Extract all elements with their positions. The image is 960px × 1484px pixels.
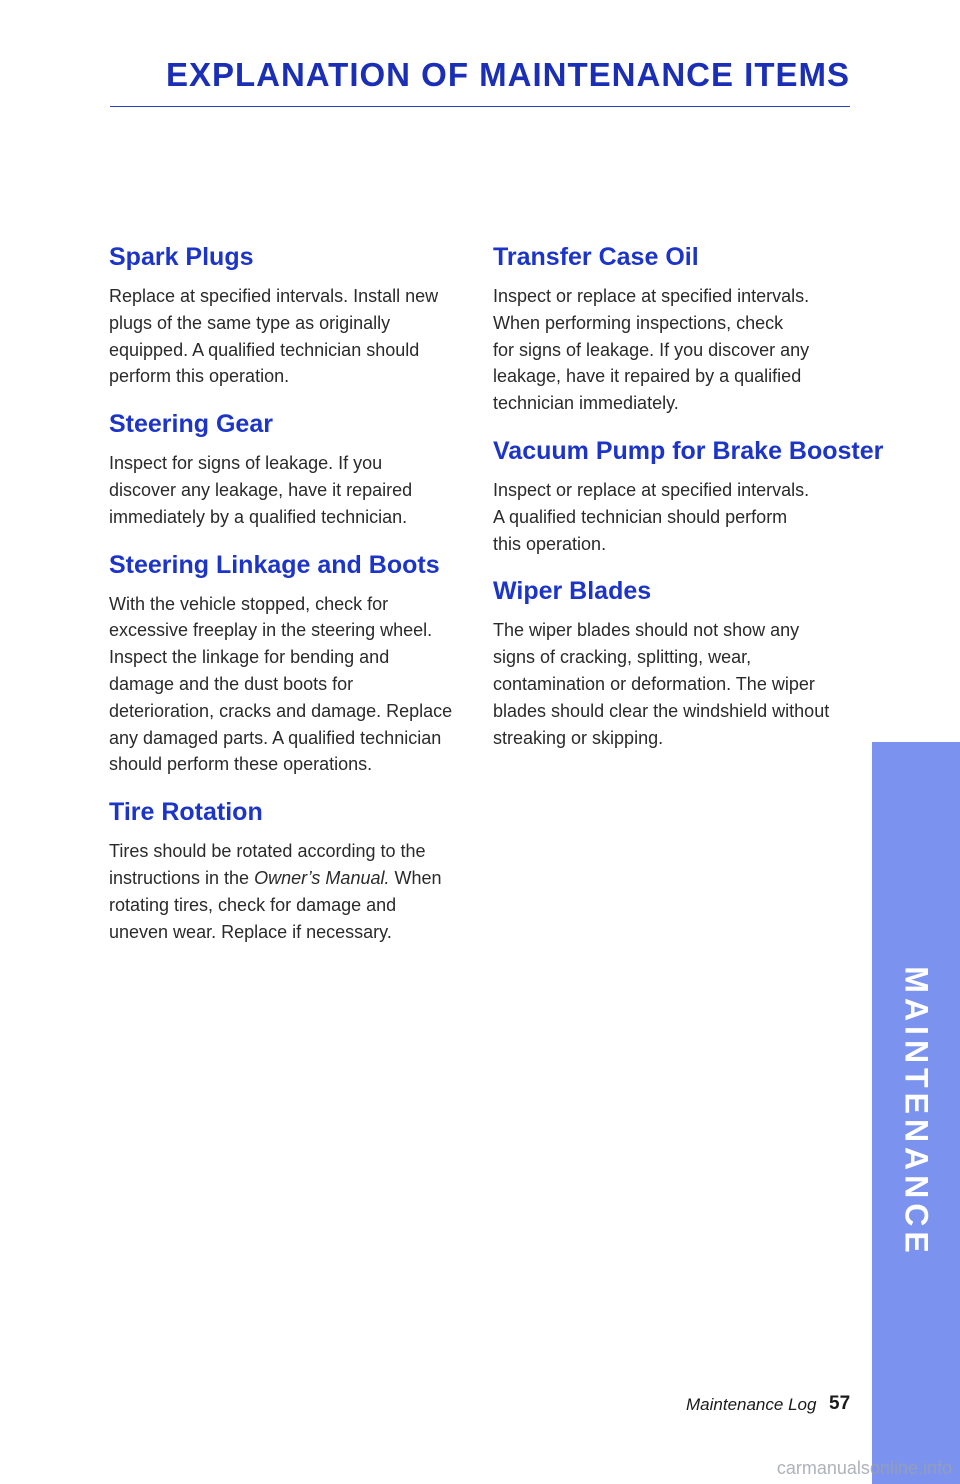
page-title: EXPLANATION OF MAINTENANCE ITEMS <box>165 56 850 93</box>
side-tab-label: MAINTENANCE <box>898 966 935 1258</box>
section-steering-linkage-and-boots <box>109 549 454 779</box>
section-transfer-case-oil <box>493 241 858 417</box>
watermark: carmanualsonline.info <box>776 1458 952 1478</box>
section-title: Transfer Case Oil <box>493 243 699 271</box>
section-title: Steering Gear <box>109 410 273 439</box>
section-title: Tire Rotation <box>109 798 263 827</box>
section-vacuum-pump-for-brake-booster <box>493 435 884 557</box>
left-column <box>109 241 454 963</box>
section-body: Inspect or replace at specified intervals. When performing inspections, check for signs of leakage. If you discover any leakage, have it repaired by a qualified technician immediately. <box>493 286 810 414</box>
section-spark-plugs <box>109 241 454 390</box>
section-steering-gear <box>109 408 454 530</box>
section-title: Steering Linkage and Boots <box>109 550 440 579</box>
section-body: Tires should be rotated according to the instructions in the Owner’s Manual. When rotating tires, check for damage and uneven wear. Replace if necessary. <box>109 841 442 942</box>
section-body: Inspect or replace at specified intervals. A qualified technician should perform this operation. <box>493 479 810 554</box>
header-divider <box>110 106 850 107</box>
section-title: Spark Plugs <box>109 243 254 271</box>
section-body: Inspect for signs of leakage. If you discover any leakage, have it repaired immediately by a qualified technician. <box>109 453 413 527</box>
section-title: Vacuum Pump for Brake Booster <box>493 436 884 465</box>
manual-reference: Owner’s Manual. <box>254 867 390 888</box>
section-body: Replace at specified intervals. Install new plugs of the same type as originally equipped. A qualified technician should perform this operation. <box>109 286 439 387</box>
section-tire-rotation <box>109 796 454 945</box>
page-number: 57 <box>829 1393 851 1414</box>
section-body: The wiper blades should not show any signs of cracking, splitting, wear, contamination or deformation. The wiper blades should clear the windshield without streaking or skipping. <box>493 620 830 748</box>
section-title: Wiper Blades <box>493 577 652 606</box>
footer-label: Maintenance Log <box>686 1395 817 1414</box>
section-body: With the vehicle stopped, check for excessive freeplay in the steering wheel. Inspect the linkage for bending and damage and the dust boots for deterioration, cracks and damage. Replace any damaged parts. A qualified technician should perform these operations. <box>109 593 453 775</box>
right-column <box>493 241 884 769</box>
section-wiper-blades <box>493 575 858 751</box>
